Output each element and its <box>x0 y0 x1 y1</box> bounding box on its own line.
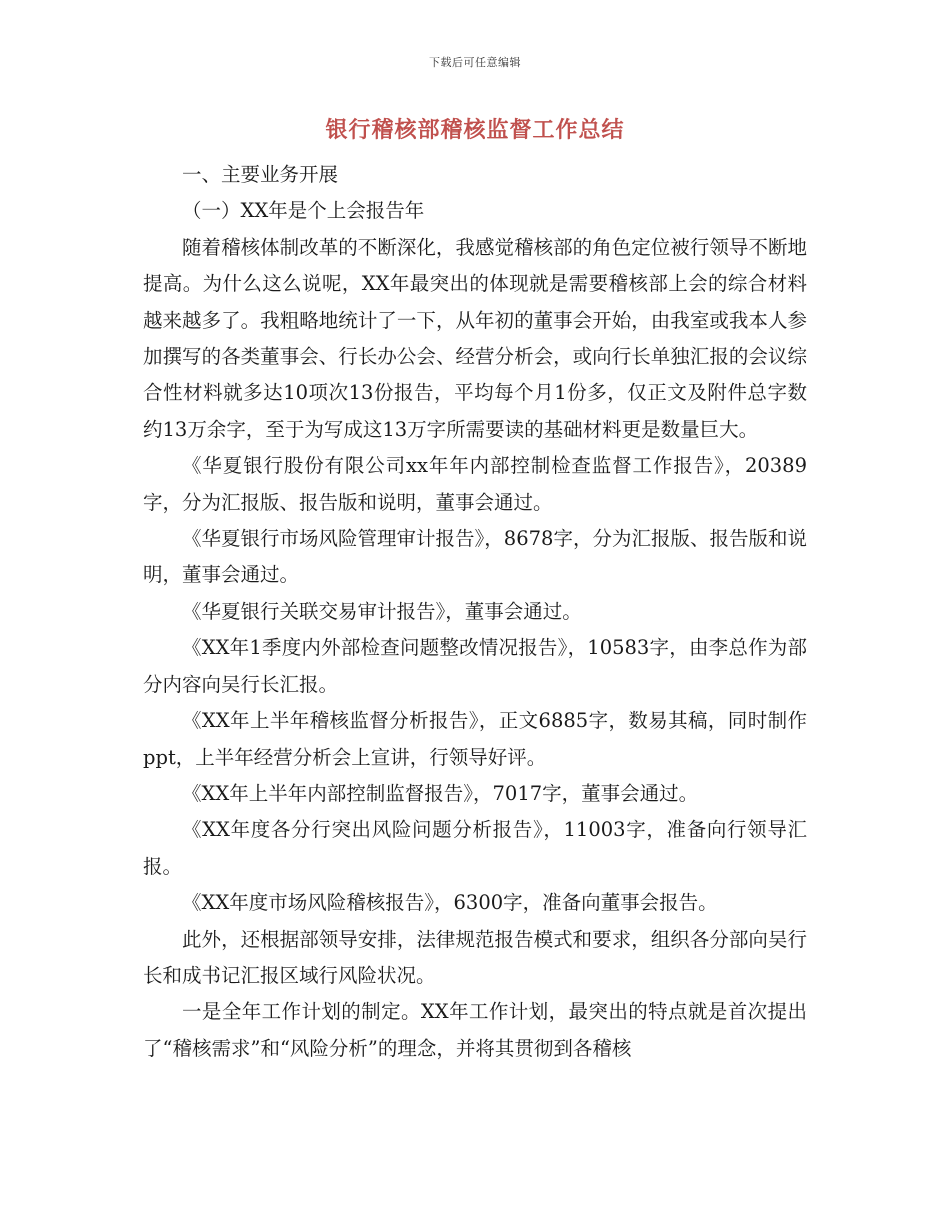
report-item: 《华夏银行市场风险管理审计报告》，8678字，分为汇报版、报告版和说明，董事会通过。 <box>143 527 807 587</box>
report-item: 《华夏银行关联交易审计报告》，董事会通过。 <box>182 599 582 623</box>
subsection-heading: （一）XX年是个上会报告年 <box>182 199 425 223</box>
body-paragraph: 一是全年工作计划的制定。XX年工作计划，最突出的特点就是首次提出了“稽核需求”和“风险分析”的理念，并将其贯彻到各稽核 <box>143 1000 807 1060</box>
report-item: 《XX年上半年稽核监督分析报告》，正文6885字，数易其稿，同时制作ppt，上半年经营分析会上宣讲，行领导好评。 <box>143 709 807 769</box>
page-header-note: 下载后可任意编辑 <box>429 56 521 69</box>
report-item: 《XX年1季度内外部检查问题整改情况报告》，10583字，由李总作为部分内容向吴行长汇报。 <box>143 636 807 696</box>
body-paragraph: 此外，还根据部领导安排，法律规范报告模式和要求，组织各分部向吴行长和成书记汇报区域行风险状况。 <box>143 927 807 987</box>
report-item: 《XX年上半年内部控制监督报告》，7017字，董事会通过。 <box>182 781 699 805</box>
document-title: 银行稽核部稽核监督工作总结 <box>325 117 625 143</box>
report-item: 《XX年度市场风险稽核报告》，6300字，准备向董事会报告。 <box>182 891 718 915</box>
section-heading: 一、主要业务开展 <box>182 163 339 186</box>
report-item: 《XX年度各分行突出风险问题分析报告》，11003字，准备向行领导汇报。 <box>143 818 807 878</box>
report-item: 《华夏银行股份有限公司xx年年内部控制检查监督工作报告》，20389字，分为汇报版、报告版和说明，董事会通过。 <box>143 454 807 514</box>
body-paragraph: 随着稽核体制改革的不断深化，我感觉稽核部的角色定位被行领导不断地提高。为什么这么说呢，XX年最突出的体现就是需要稽核部上会的综合材料越来越多了。我粗略地统计了一下，从年初的董事会开始，由我室或我本人参加撰写的各类董事会、行长办公会、经营分析会，或向行长单独汇报的会议综合性材料就多达10项次13份报告，平均每个月1份多，仅正文及附件总字数约13万余字，至于为写成这13万字所需要读的基础材料更是数量巨大。 <box>143 235 807 441</box>
document-body <box>143 157 807 1067</box>
